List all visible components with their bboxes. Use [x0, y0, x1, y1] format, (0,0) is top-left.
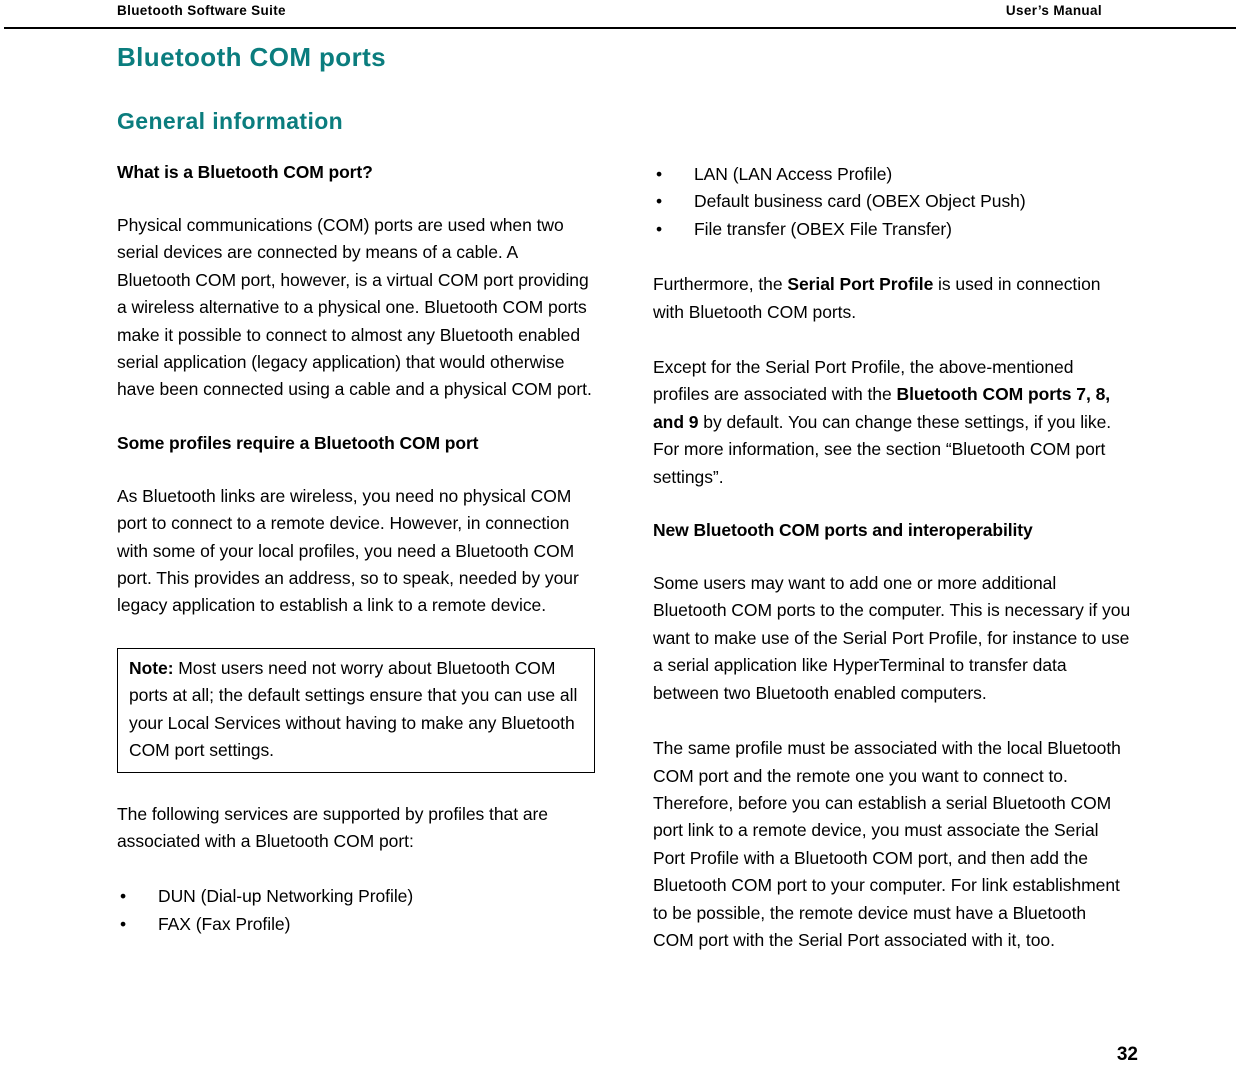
note-label: Note: — [129, 657, 174, 678]
right-column — [653, 161, 1131, 954]
right-profile-list — [653, 161, 1131, 243]
bullet-icon: • — [656, 164, 663, 184]
list-item-label: LAN (LAN Access Profile) — [694, 164, 893, 184]
list-item-label: DUN (Dial-up Networking Profile) — [158, 886, 414, 907]
right-paragraph-except-post: by default. You can change these settings, if you like. For more information, see the section “Bluetooth COM port settings”. — [653, 411, 1112, 487]
spacer — [653, 707, 1131, 735]
spacer — [653, 542, 1131, 570]
list-item — [653, 216, 1131, 243]
right-paragraph-except-for — [653, 354, 1131, 491]
bullet-icon: • — [656, 218, 663, 239]
right-paragraph-furthermore-pre: Furthermore, the — [653, 274, 788, 295]
left-column — [117, 161, 595, 938]
spacer — [117, 455, 595, 483]
spacer — [653, 491, 1131, 519]
bullet-icon: • — [120, 913, 127, 934]
left-profile-list — [117, 883, 595, 938]
list-item — [117, 883, 595, 910]
header-document-title: Bluetooth Software Suite — [117, 3, 286, 18]
spacer — [117, 773, 595, 801]
right-paragraph-except-bold: Bluetooth COM ports 7, 8, and 9 — [653, 384, 1111, 432]
left-heading-what-is-a-bluetooth-com-port: What is a Bluetooth COM port? — [117, 162, 373, 182]
spacer — [117, 620, 595, 648]
note-text — [129, 655, 583, 765]
right-paragraph-furthermore-bold: Serial Port Profile — [787, 274, 934, 295]
spacer — [117, 184, 595, 212]
header-divider-rule — [4, 27, 1236, 29]
bullet-icon: • — [120, 886, 127, 907]
spacer — [117, 404, 595, 432]
right-paragraph-except-pre: Except for the Serial Port Profile, the above-mentioned profiles are associated with the — [653, 357, 1074, 405]
left-paragraph-physical-communications: Physical communications (COM) ports are used when two serial devices are connected by means of a cable. A Bluetooth COM port, however, is a virtual COM port providing a wireless alternative to a physical one. Bluetooth COM ports make it possible to connect to almost any Bluetooth enabled serial application (legacy application) that would otherwise have been connected using a cable and a physical COM port. — [117, 215, 592, 400]
note-body: Most users need not worry about Bluetooth COM ports at all; the default settings ensure that you can use all your Local Services without having to make any Bluetooth COM port settings. — [129, 657, 578, 761]
left-heading-some-profiles-require: Some profiles require a Bluetooth COM port — [117, 432, 479, 453]
header-manual-label: User’s Manual — [1005, 3, 1102, 18]
right-paragraph-furthermore-post: is used in connection with Bluetooth COM ports. — [653, 274, 1101, 322]
right-paragraph-furthermore — [653, 271, 1131, 326]
list-item-label: FAX (Fax Profile) — [158, 913, 291, 934]
spacer — [653, 243, 1131, 271]
list-item — [653, 188, 1131, 215]
left-paragraph-following-services: The following services are supported by profiles that are associated with a Bluetooth COM port: — [117, 803, 548, 851]
note-callout-box — [117, 648, 595, 773]
spacer — [117, 855, 595, 883]
list-item — [653, 161, 1131, 188]
right-heading-new-bluetooth-com-ports: New Bluetooth COM ports and interoperability — [653, 520, 1033, 541]
list-item-label: Default business card (OBEX Object Push) — [694, 191, 1026, 212]
page-number: 32 — [1116, 1044, 1138, 1065]
right-paragraph-same-profile: The same profile must be associated with the local Bluetooth COM port and the remote one you want to connect to. Therefore, before you can establish a serial Bluetooth COM port link to a remote device, you must associate the Serial Port Profile with a Bluetooth COM port, and then add the Bluetooth COM port to your computer. For link establishment to be possible, the remote device must have a Bluetooth COM port with the Serial Port associated with it, too. — [653, 738, 1121, 950]
list-item-label: File transfer (OBEX File Transfer) — [694, 218, 952, 239]
title-block — [117, 42, 1097, 135]
spacer — [653, 326, 1131, 354]
left-paragraph-as-bluetooth-links: As Bluetooth links are wireless, you need no physical COM port to connect to a remote device. However, in connection with some of your local profiles, you need a Bluetooth COM port. This provides an address, so to speak, needed by your legacy application to establish a link to a remote device. — [117, 485, 579, 616]
page-subtitle: General information — [117, 108, 344, 134]
bullet-icon: • — [656, 191, 663, 212]
page-title: Bluetooth COM ports — [117, 42, 387, 72]
list-item — [117, 911, 595, 938]
running-header — [0, 0, 1240, 28]
right-paragraph-some-users: Some users may want to add one or more additional Bluetooth COM ports to the computer. This is necessary if you want to make use of the Serial Port Profile, for instance to use a serial application like HyperTerminal to transfer data between two Bluetooth enabled computers. — [653, 573, 1131, 703]
